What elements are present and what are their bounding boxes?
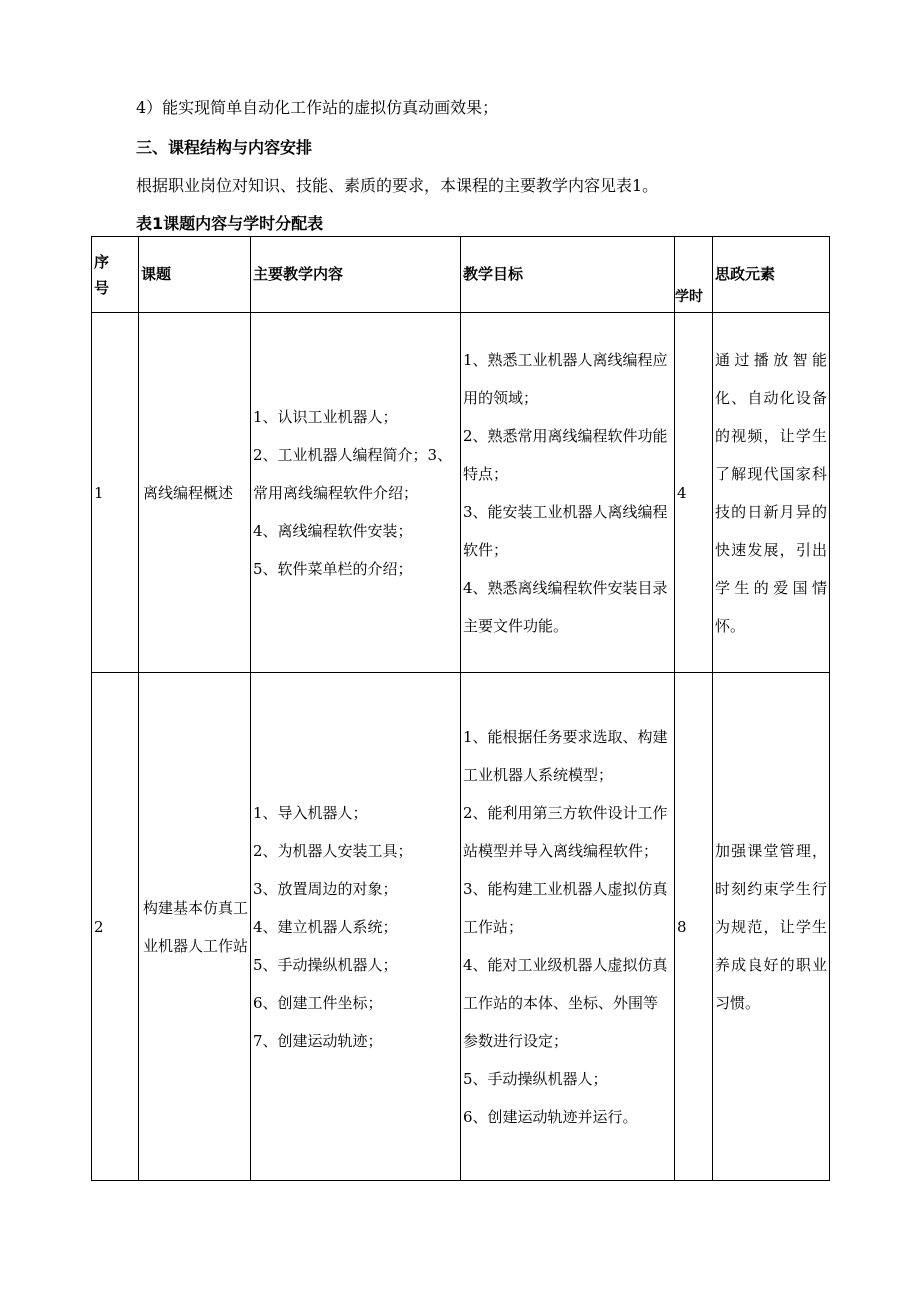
row1-seq	[92, 313, 139, 673]
header-hours-text: 学时	[675, 289, 703, 305]
table-row	[92, 673, 830, 1181]
row1-seq-text: 1	[94, 483, 104, 502]
row1-content-item: 5、软件菜单栏的介绍；	[253, 559, 413, 578]
row2-topic	[139, 673, 251, 1181]
row1-content-item: 4、离线编程软件安装；	[253, 521, 413, 540]
header-seq-line2: 号	[94, 279, 110, 297]
row2-goal-item: 2、能利用第三方软件设计工作站模型并导入离线编程软件；	[463, 803, 668, 860]
row2-content	[251, 673, 461, 1181]
row2-goal	[461, 673, 675, 1181]
row2-ideology	[713, 673, 830, 1181]
row2-goal-item: 1、能根据任务要求选取、构建工业机器人系统模型；	[463, 727, 668, 784]
header-ideology-text: 思政元素	[715, 265, 776, 283]
row1-content	[251, 313, 461, 673]
row1-goal	[461, 313, 675, 673]
row2-content-item: 1、导入机器人；	[253, 803, 368, 822]
row1-hours-text: 4	[677, 483, 687, 502]
row2-goal-item: 4、能对工业级机器人虚拟仿真工作站的本体、坐标、外围等参数进行设定；	[463, 955, 668, 1050]
row2-content-item: 7、创建运动轨迹；	[253, 1031, 383, 1050]
row2-goal-item: 3、能构建工业机器人虚拟仿真工作站；	[463, 879, 668, 936]
row1-goal-item: 2、熟悉常用离线编程软件功能特点；	[463, 426, 668, 483]
row1-goal-item: 3、能安装工业机器人离线编程软件；	[463, 502, 668, 559]
row1-content-item: 2、工业机器人编程简介；3、常用离线编程软件介绍；	[253, 445, 453, 502]
row1-goal-item: 4、熟悉离线编程软件安装目录主要文件功能。	[463, 578, 668, 635]
table-row	[92, 313, 830, 673]
row1-topic	[139, 313, 251, 673]
row2-topic-text: 构建基本仿真工业机器人工作站	[143, 898, 249, 955]
row1-content-item: 1、认识工业机器人；	[253, 407, 398, 426]
row2-seq	[92, 673, 139, 1181]
row1-hours	[675, 313, 713, 673]
row2-content-item: 6、创建工件坐标；	[253, 993, 383, 1012]
table-caption: 表1课题内容与学时分配表	[136, 214, 324, 233]
section-heading: 三、课程结构与内容安排	[136, 138, 313, 157]
table-header-row	[92, 237, 830, 313]
header-content	[251, 237, 461, 313]
row1-ideology-text: 通过播放智能化、自动化设备的视频，让学生了解现代国家科技的日新月异的快速发展，引出学生的爱国情怀。	[715, 350, 827, 635]
row2-hours	[675, 673, 713, 1181]
row2-goal-item: 5、手动操纵机器人；	[463, 1069, 608, 1088]
body-paragraph: 根据职业岗位对知识、技能、素质的要求，本课程的主要教学内容见表1。	[136, 176, 659, 195]
row2-hours-text: 8	[677, 917, 687, 936]
course-table	[91, 236, 830, 1181]
row2-content-item: 4、建立机器人系统；	[253, 917, 398, 936]
row2-seq-text: 2	[94, 917, 104, 936]
row2-ideology-text: 加强课堂管理，时刻约束学生行为规范，让学生养成良好的职业习惯。	[715, 841, 827, 1012]
row2-goal-item: 6、创建运动轨迹并运行。	[463, 1107, 638, 1126]
header-ideology	[713, 237, 830, 313]
header-topic	[139, 237, 251, 313]
header-goal-text: 教学目标	[463, 265, 524, 283]
row2-content-item: 2、为机器人安装工具；	[253, 841, 413, 860]
header-topic-text: 课题	[141, 265, 172, 283]
row1-ideology	[713, 313, 830, 673]
row2-content-item: 3、放置周边的对象；	[253, 879, 398, 898]
header-hours	[675, 237, 713, 313]
row1-topic-text: 离线编程概述	[143, 483, 234, 502]
header-goal	[461, 237, 675, 313]
header-seq	[92, 237, 139, 313]
row2-content-item: 5、手动操纵机器人；	[253, 955, 398, 974]
intro-line: 4）能实现简单自动化工作站的虚拟仿真动画效果；	[136, 98, 499, 117]
header-content-text: 主要教学内容	[253, 265, 344, 283]
header-seq-line1: 序	[94, 253, 110, 271]
row1-goal-item: 1、熟悉工业机器人离线编程应用的领域；	[463, 350, 668, 407]
